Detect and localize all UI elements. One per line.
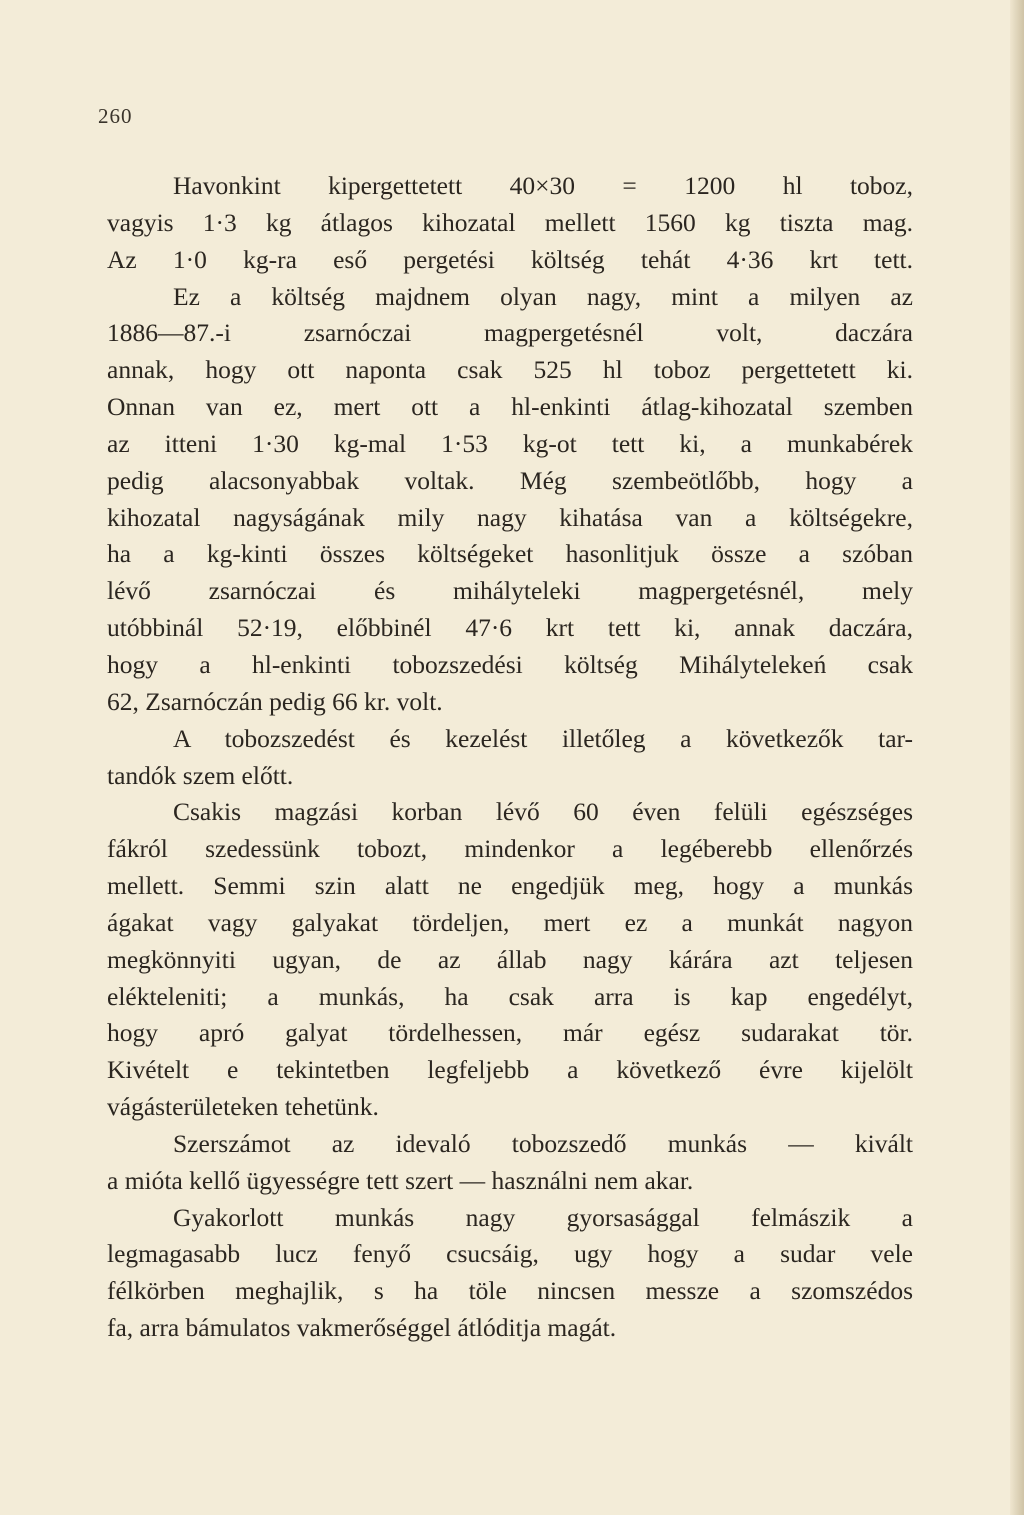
text-line: az itteni 1·30 kg-mal 1·53 kg-ot tett ki, a munkabérek xyxy=(107,428,913,458)
text-line: hogy apró galyat tördelhessen, már egész sudarakat tör. xyxy=(107,1018,913,1048)
text-line: annak, hogy ott naponta csak 525 hl toboz pergettetett ki. xyxy=(107,355,913,385)
text-line: Onnan van ez, mert ott a hl-enkinti átlag-kihozatal szemben xyxy=(107,392,913,422)
text-line: ágakat vagy galyakat tördeljen, mert ez a munkát nagyon xyxy=(107,907,913,937)
text-line: Az 1·0 kg-ra eső pergetési költség tehát 4·36 krt tett. xyxy=(107,244,913,274)
text-line: ha a kg-kinti összes költségeket hasonlitjuk össze a szóban xyxy=(107,539,913,569)
text-line: kihozatal nagyságának mily nagy kihatása van a költségekre, xyxy=(107,502,913,532)
text-line: Szerszámot az idevaló tobozszedő munkás — kivált xyxy=(173,1128,913,1158)
page-number: 260 xyxy=(98,104,133,128)
text-line: a mióta kellő ügyességre tett szert — használni nem akar. xyxy=(107,1165,694,1195)
text-line: megkönnyiti ugyan, de az állab nagy kárára azt teljesen xyxy=(107,944,913,974)
text-line: tandók szem előtt. xyxy=(107,760,294,790)
text-line: hogy a hl-enkinti tobozszedési költség Mihálytelekeń csak xyxy=(107,649,913,679)
text-line: elékteleniti; a munkás, ha csak arra is kap engedélyt, xyxy=(107,981,913,1011)
text-line: utóbbinál 52·19, előbbinél 47·6 krt tett ki, annak daczára, xyxy=(107,613,913,643)
text-line: Csakis magzási korban lévő 60 éven felüli egészséges xyxy=(173,797,913,827)
text-line: pedig alacsonyabbak voltak. Még szembeötlőbb, hogy a xyxy=(107,465,913,495)
text-line: fa, arra bámulatos vakmerőséggel átlóditja magát. xyxy=(107,1313,617,1343)
text-line: legmagasabb lucz fenyő csucsáig, ugy hogy a sudar vele xyxy=(107,1239,913,1269)
text-line: Kivételt e tekintetben legfeljebb a következő évre kijelölt xyxy=(107,1055,913,1085)
text-line: Havonkint kipergettetett 40×30 = 1200 hl toboz, xyxy=(173,171,913,200)
text-line: fákról szedessünk tobozt, mindenkor a legéberebb ellenőrzés xyxy=(107,834,913,864)
body-text xyxy=(107,168,913,1347)
text-line: 1886—87.-i zsarnóczai magpergetésnél volt, daczára xyxy=(107,318,913,348)
page-edge xyxy=(1010,0,1024,1515)
text-line: Ez a költség majdnem olyan nagy, mint a milyen az xyxy=(173,281,913,311)
text-line: lévő zsarnóczai és mihályteleki magpergetésnél, mely xyxy=(107,576,913,606)
text-line: Gyakorlott munkás nagy gyorsasággal felmászik a xyxy=(173,1202,913,1232)
text-line: vagyis 1·3 kg átlagos kihozatal mellett 1560 kg tiszta mag. xyxy=(107,207,913,237)
text-line: 62, Zsarnóczán pedig 66 kr. volt. xyxy=(107,686,443,716)
text-line: félkörben meghajlik, s ha töle nincsen messze a szomszédos xyxy=(107,1276,913,1306)
text-line: vágásterületeken tehetünk. xyxy=(107,1092,379,1122)
text-line: mellett. Semmi szin alatt ne engedjük meg, hogy a munkás xyxy=(107,871,913,901)
text-line: A tobozszedést és kezelést illetőleg a következők tar- xyxy=(173,723,913,753)
